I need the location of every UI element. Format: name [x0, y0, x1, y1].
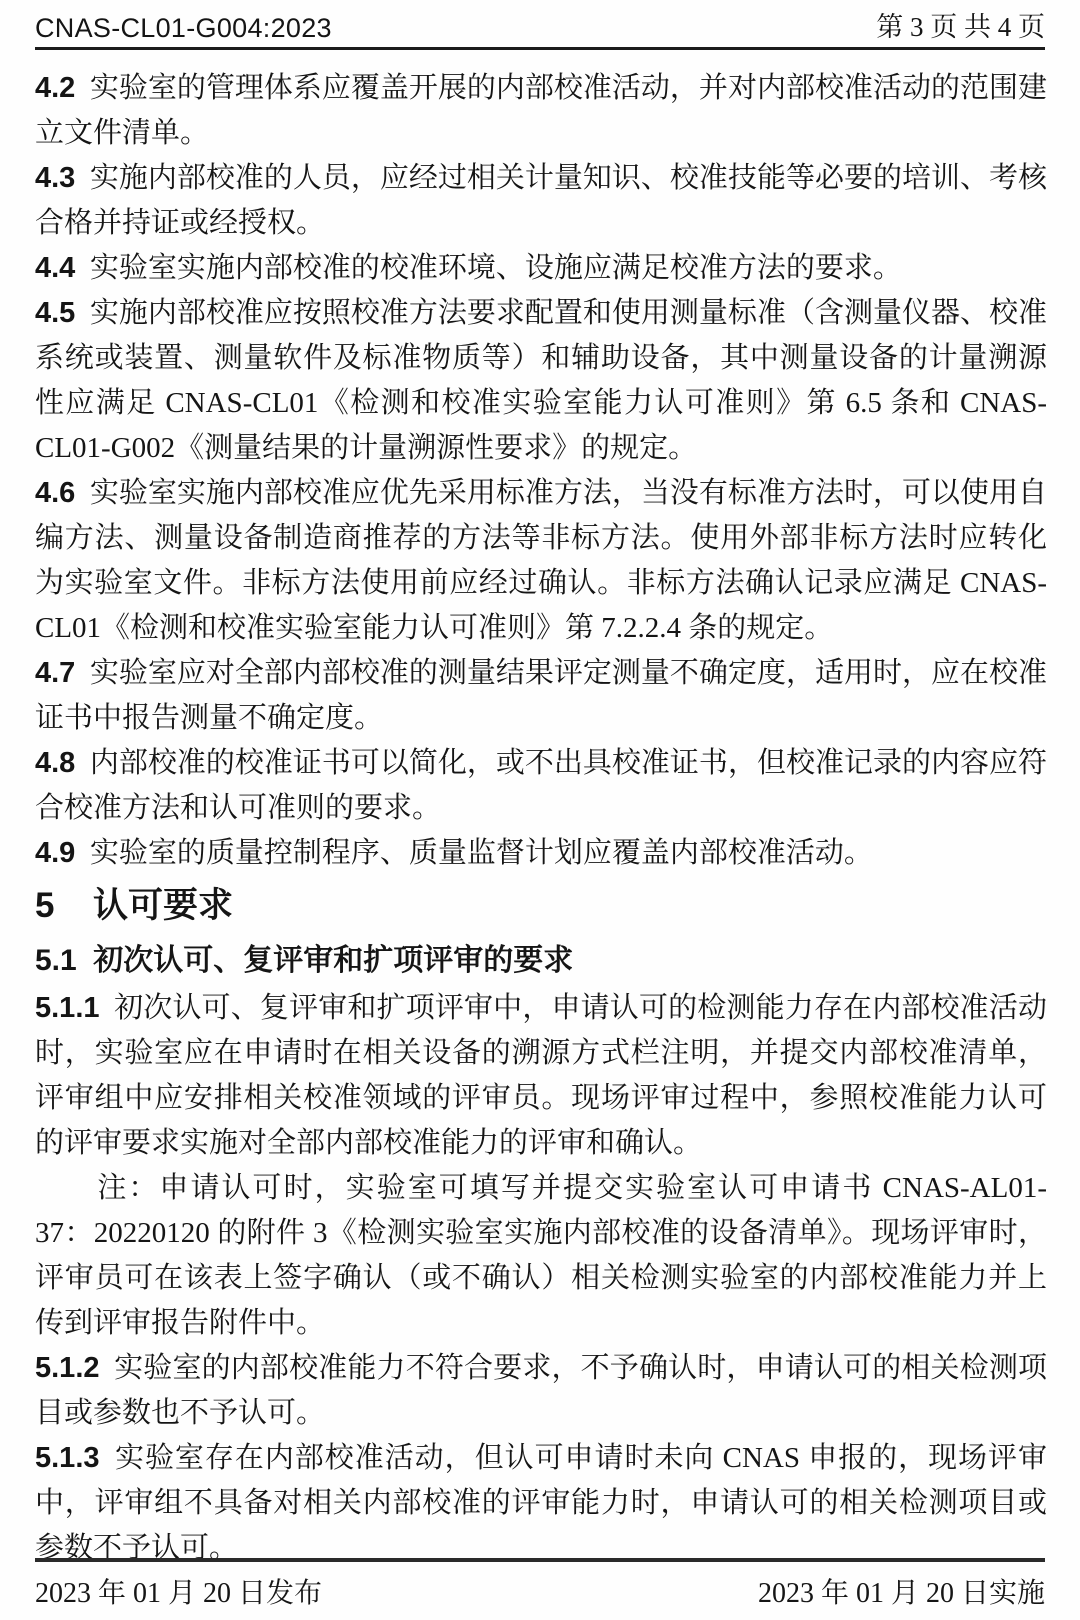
- paragraph-text: 认可要求: [92, 886, 233, 925]
- section-number: 4.4: [35, 252, 76, 284]
- section-number: 4.9: [35, 837, 76, 869]
- paragraph: [35, 1166, 1047, 1346]
- paragraph-text: 实验室存在内部校准活动，但认可申请时未向 CNAS 申报的，现场评审中，评审组不具备对相关内部校准的评审能力时，申请认可的相关检测项目或参数不予认可。: [35, 1442, 1047, 1564]
- paragraph: [35, 156, 1047, 246]
- section-number: 5.1.3: [35, 1442, 100, 1474]
- footer-implementation-date: 2023 年 01 月 20 日实施: [757, 1578, 1045, 1609]
- paragraph: [35, 986, 1047, 1166]
- page-header: [35, 0, 1045, 50]
- paragraph: [35, 741, 1047, 831]
- paragraph-text: 初次认可、复评审和扩项评审中，申请认可的检测能力存在内部校准活动时，实验室应在申请时在相关设备的溯源方式栏注明，并提交内部校准清单，评审组中应安排相关校准领域的评审员。现场评审过程中，参照校准能力认可的评审要求实施对全部内部校准能力的评审和确认。: [35, 992, 1047, 1159]
- paragraph: [35, 471, 1047, 651]
- paragraph: [35, 291, 1047, 471]
- section-number: 5.1.2: [35, 1352, 100, 1384]
- paragraph: [35, 831, 1047, 876]
- paragraph-text: 实施内部校准应按照校准方法要求配置和使用测量标准（含测量仪器、校准系统或装置、测量软件及标准物质等）和辅助设备，其中测量设备的计量溯源性应满足 CNAS-CL01《检测和校准实验室能力认可准则》第 6.5 条和 CNAS-CL01-G002《测量结果的计量溯源性要求》的规定。: [35, 297, 1047, 464]
- section-number: 4.8: [35, 747, 76, 779]
- paragraph-text: 实验室的内部校准能力不符合要求，不予确认时，申请认可的相关检测项目或参数也不予认可。: [35, 1352, 1047, 1429]
- footer-issue-date: 2023 年 01 月 20 日发布: [35, 1578, 323, 1609]
- paragraph-text: 初次认可、复评审和扩项评审的要求: [93, 944, 574, 977]
- paragraph-text: 实验室的管理体系应覆盖开展的内部校准活动，并对内部校准活动的范围建立文件清单。: [35, 72, 1047, 149]
- section-number: 4.6: [35, 477, 76, 509]
- paragraph-text: 实验室应对全部内部校准的测量结果评定测量不确定度，适用时，应在校准证书中报告测量不确定度。: [35, 657, 1047, 734]
- paragraph-text: 实验室的质量控制程序、质量监督计划应覆盖内部校准活动。: [89, 837, 873, 869]
- paragraph-text: 内部校准的校准证书可以简化，或不出具校准证书，但校准记录的内容应符合校准方法和认可准则的要求。: [35, 747, 1047, 824]
- section-number: 4.3: [35, 162, 76, 194]
- section-number: 4.2: [35, 72, 76, 104]
- document-body: [35, 66, 1047, 1571]
- paragraph-text: 实施内部校准的人员，应经过相关计量知识、校准技能等必要的培训、考核合格并持证或经授权。: [35, 162, 1047, 239]
- paragraph-text: 注：申请认可时，实验室可填写并提交实验室认可申请书 CNAS-AL01-37：20220120 的附件 3《检测实验室实施内部校准的设备清单》。现场评审时，评审员可在该表上签字确认（或不确认）相关检测实验室的内部校准能力并上传到评审报告附件中。: [35, 1172, 1047, 1339]
- paragraph: [35, 1346, 1047, 1436]
- paragraph: [35, 246, 1047, 291]
- section-number: 5.1.1: [35, 992, 100, 1024]
- section-number: 5: [35, 886, 55, 925]
- paragraph: [35, 66, 1047, 156]
- section-number: 5.1: [35, 944, 77, 977]
- paragraph: [35, 876, 1047, 936]
- header-doc-code: CNAS-CL01-G004:2023: [35, 13, 332, 43]
- section-number: 4.7: [35, 657, 76, 689]
- paragraph-text: 实验室实施内部校准的校准环境、设施应满足校准方法的要求。: [89, 252, 902, 284]
- paragraph-text: 实验室实施内部校准应优先采用标准方法，当没有标准方法时，可以使用自编方法、测量设备制造商推荐的方法等非标方法。使用外部非标方法时应转化为实验室文件。非标方法使用前应经过确认。非标方法确认记录应满足 CNAS-CL01《检测和校准实验室能力认可准则》第 7.2.2.4 条的规定。: [35, 477, 1047, 644]
- header-page-number: 第 3 页 共 4 页: [876, 12, 1045, 42]
- paragraph: [35, 936, 1047, 986]
- page-footer: [35, 1558, 1045, 1611]
- paragraph: [35, 651, 1047, 741]
- paragraph: [35, 1436, 1047, 1571]
- section-number: 4.5: [35, 297, 76, 329]
